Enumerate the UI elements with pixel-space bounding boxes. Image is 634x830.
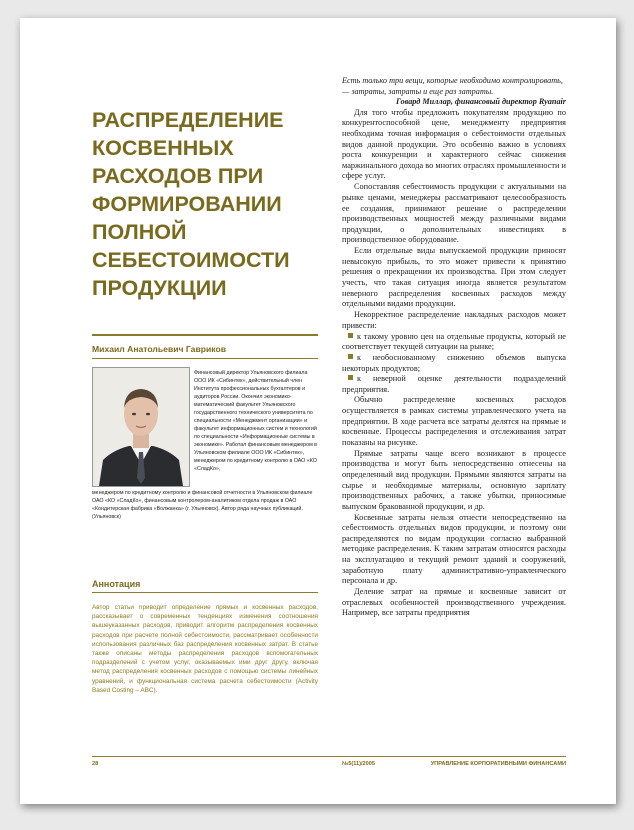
author-name: Михаил Анатольевич Гавриков (92, 344, 226, 354)
issue-number: №5(11)/2005 (342, 761, 375, 767)
epigraph-author: Говард Миллар, финансовый директор Ryanair (395, 97, 566, 107)
body-paragraph: Если отдельные виды выпускаемой продукции приносят невысокую прибыль, то это может привести к принятию решения о прекращении их производства. При этом следует учесть, что такая ситуация иногда является результатом неверного распределения косвенных расходов между отдельными видами продукции. (342, 246, 566, 309)
bullet-text: к такому уровню цен на отдельные продукты, который не соответствует текущей ситуации на рынке; (342, 331, 566, 352)
bullet-item (342, 353, 566, 374)
body-paragraph: Косвенные затраты нельзя отнести непосредственно на себестоимость отдельных видов продукции, и поэтому они распределяются по видам продукции согласно выбранной методике распределения. К таким затратам относятся расходы на эксплуатацию и текущий ремонт зданий и сооружений, заработную плату административно-управленческого персонала и др. (342, 512, 566, 586)
magazine-page (20, 18, 616, 804)
page-footer (92, 756, 566, 769)
title-line: РАСПРЕДЕЛЕНИЕ (92, 108, 284, 132)
page-number: 28 (92, 761, 99, 767)
bio-city: (Ульяновск) (92, 514, 121, 520)
bullet-text: к необоснованному снижению объемов выпуска некоторых продуктов; (342, 353, 566, 373)
journal-name: УПРАВЛЕНИЕ КОРПОРАТИВНЫМИ ФИНАНСАМИ (430, 761, 566, 767)
author-photo (92, 367, 190, 487)
bullet-square-icon (348, 333, 353, 338)
right-column (342, 76, 566, 619)
bio-text-full (92, 489, 318, 521)
annotation-text: Автор статьи приводит определение прямых и косвенных расходов, рассказывает о современных тенденциях изменения соотношения вышеуказанных расходов, приводит алгоритм распределения косвенных расходов при расчете полной себестоимости, рассматривает особенности использования различных баз распределения косвенных затрат. В статье также описаны методы распределения расходов вспомогательных подразделений с учетом услуг, оказываемых ими друг другу, включая метод распределения косвенных расходов с помощью системы линейных уравнений, и функциональная система расчета себестоимости (Activity Based Costing – ABC). (92, 604, 318, 694)
body-paragraph: Некорректное распределение накладных расходов может привести: (342, 310, 566, 330)
title-divider (92, 334, 318, 336)
author-bio (92, 367, 318, 553)
bio-text-side: Финансовый директор Ульяновского филиала ООО ИК «Сибинтек», действительный член Института профессиональных бухгалтеров и аудиторов России. Окончил экономико-математический факультет Ульяновского государственного технического университета по специальности «Менеджмент организации» и факультет информационных систем и технологий по специальности «Информационные системы в экономике». Работал финансовым менеджером в Ульяновском филиале ООО ИК «Сибинтек», менеджером по кредитному контролю в ОАО «КО «СладКо», (194, 370, 317, 472)
bullet-square-icon (348, 375, 353, 380)
body-paragraph: Обычно распределение косвенных расходов осуществляется в рамках системы управленческого учета на предприятии. В ходе расчета все затраты делятся на прямые и косвенные. Процессы распределения и отслеживания затрат показаны на рисунке. (342, 395, 566, 447)
bullet-item (342, 332, 566, 353)
body-paragraph: Сопоставляя себестоимость продукции с актуальными на рынке ценами, менеджеры рассматривают целесообразность ее создания, принимают решение о распределении производственных мощностей между различными видами продукции, о дополнительных инвестициях в производственное оборудование. (342, 182, 566, 245)
bullet-text: к неверной оценке деятельности подразделений предприятия. (342, 374, 566, 394)
article-title (92, 106, 318, 302)
title-line: СЕБЕСТОИМОСТИ (92, 248, 290, 272)
bullet-square-icon (348, 354, 353, 359)
body-paragraph: Прямые затраты чаще всего возникают в процессе производства и могут быть непосредственно отнесены на определенный вид продукции. Прямыми являются затраты на сырье и необходимые материалы, основную зарплату производственных рабочих, а также убытки, приносимые выпуском бракованной продукции, и др. (342, 448, 566, 511)
bio-text-continued: менеджером по кредитному контролю и финансовой отчетности в Ульяновском филиале ОАО «КО «СладКо», финансовым контролером-аналитиком отдела продаж в ОАО «Кондитерская фабрика «Волжанка» (г. Ульяновск). Автор ряда научных публикаций. (92, 490, 313, 512)
title-line: ПОЛНОЙ (92, 220, 187, 244)
title-line: РАСХОДОВ ПРИ (92, 164, 264, 188)
body-paragraph: Для того чтобы предложить покупателям продукцию по конкурентоспособной цене, менеджменту предприятия необходима точная информация о себестоимости отдельных видов данной продукции. Это особенно важно в условиях роста конкуренции и характерного сейчас снижения маржинального дохода во многих отраслях промышленности и сфере услуг. (342, 107, 566, 181)
body-paragraph: Деление затрат на прямые и косвенные зависит от отраслевых особенностей производственного учреждения. Например, все затраты предприятия (342, 587, 566, 618)
title-line: ФОРМИРОВАНИИ (92, 192, 282, 216)
left-column (92, 76, 318, 695)
author-divider (92, 358, 318, 359)
annotation-heading: Аннотация (92, 579, 318, 593)
title-line: КОСВЕННЫХ (92, 136, 234, 160)
bullet-item (342, 374, 566, 395)
epigraph: Есть только три вещи, которые необходимо контролировать, — затраты, затраты и еще раз затраты. (342, 76, 563, 96)
title-line: ПРОДУКЦИИ (92, 276, 227, 300)
